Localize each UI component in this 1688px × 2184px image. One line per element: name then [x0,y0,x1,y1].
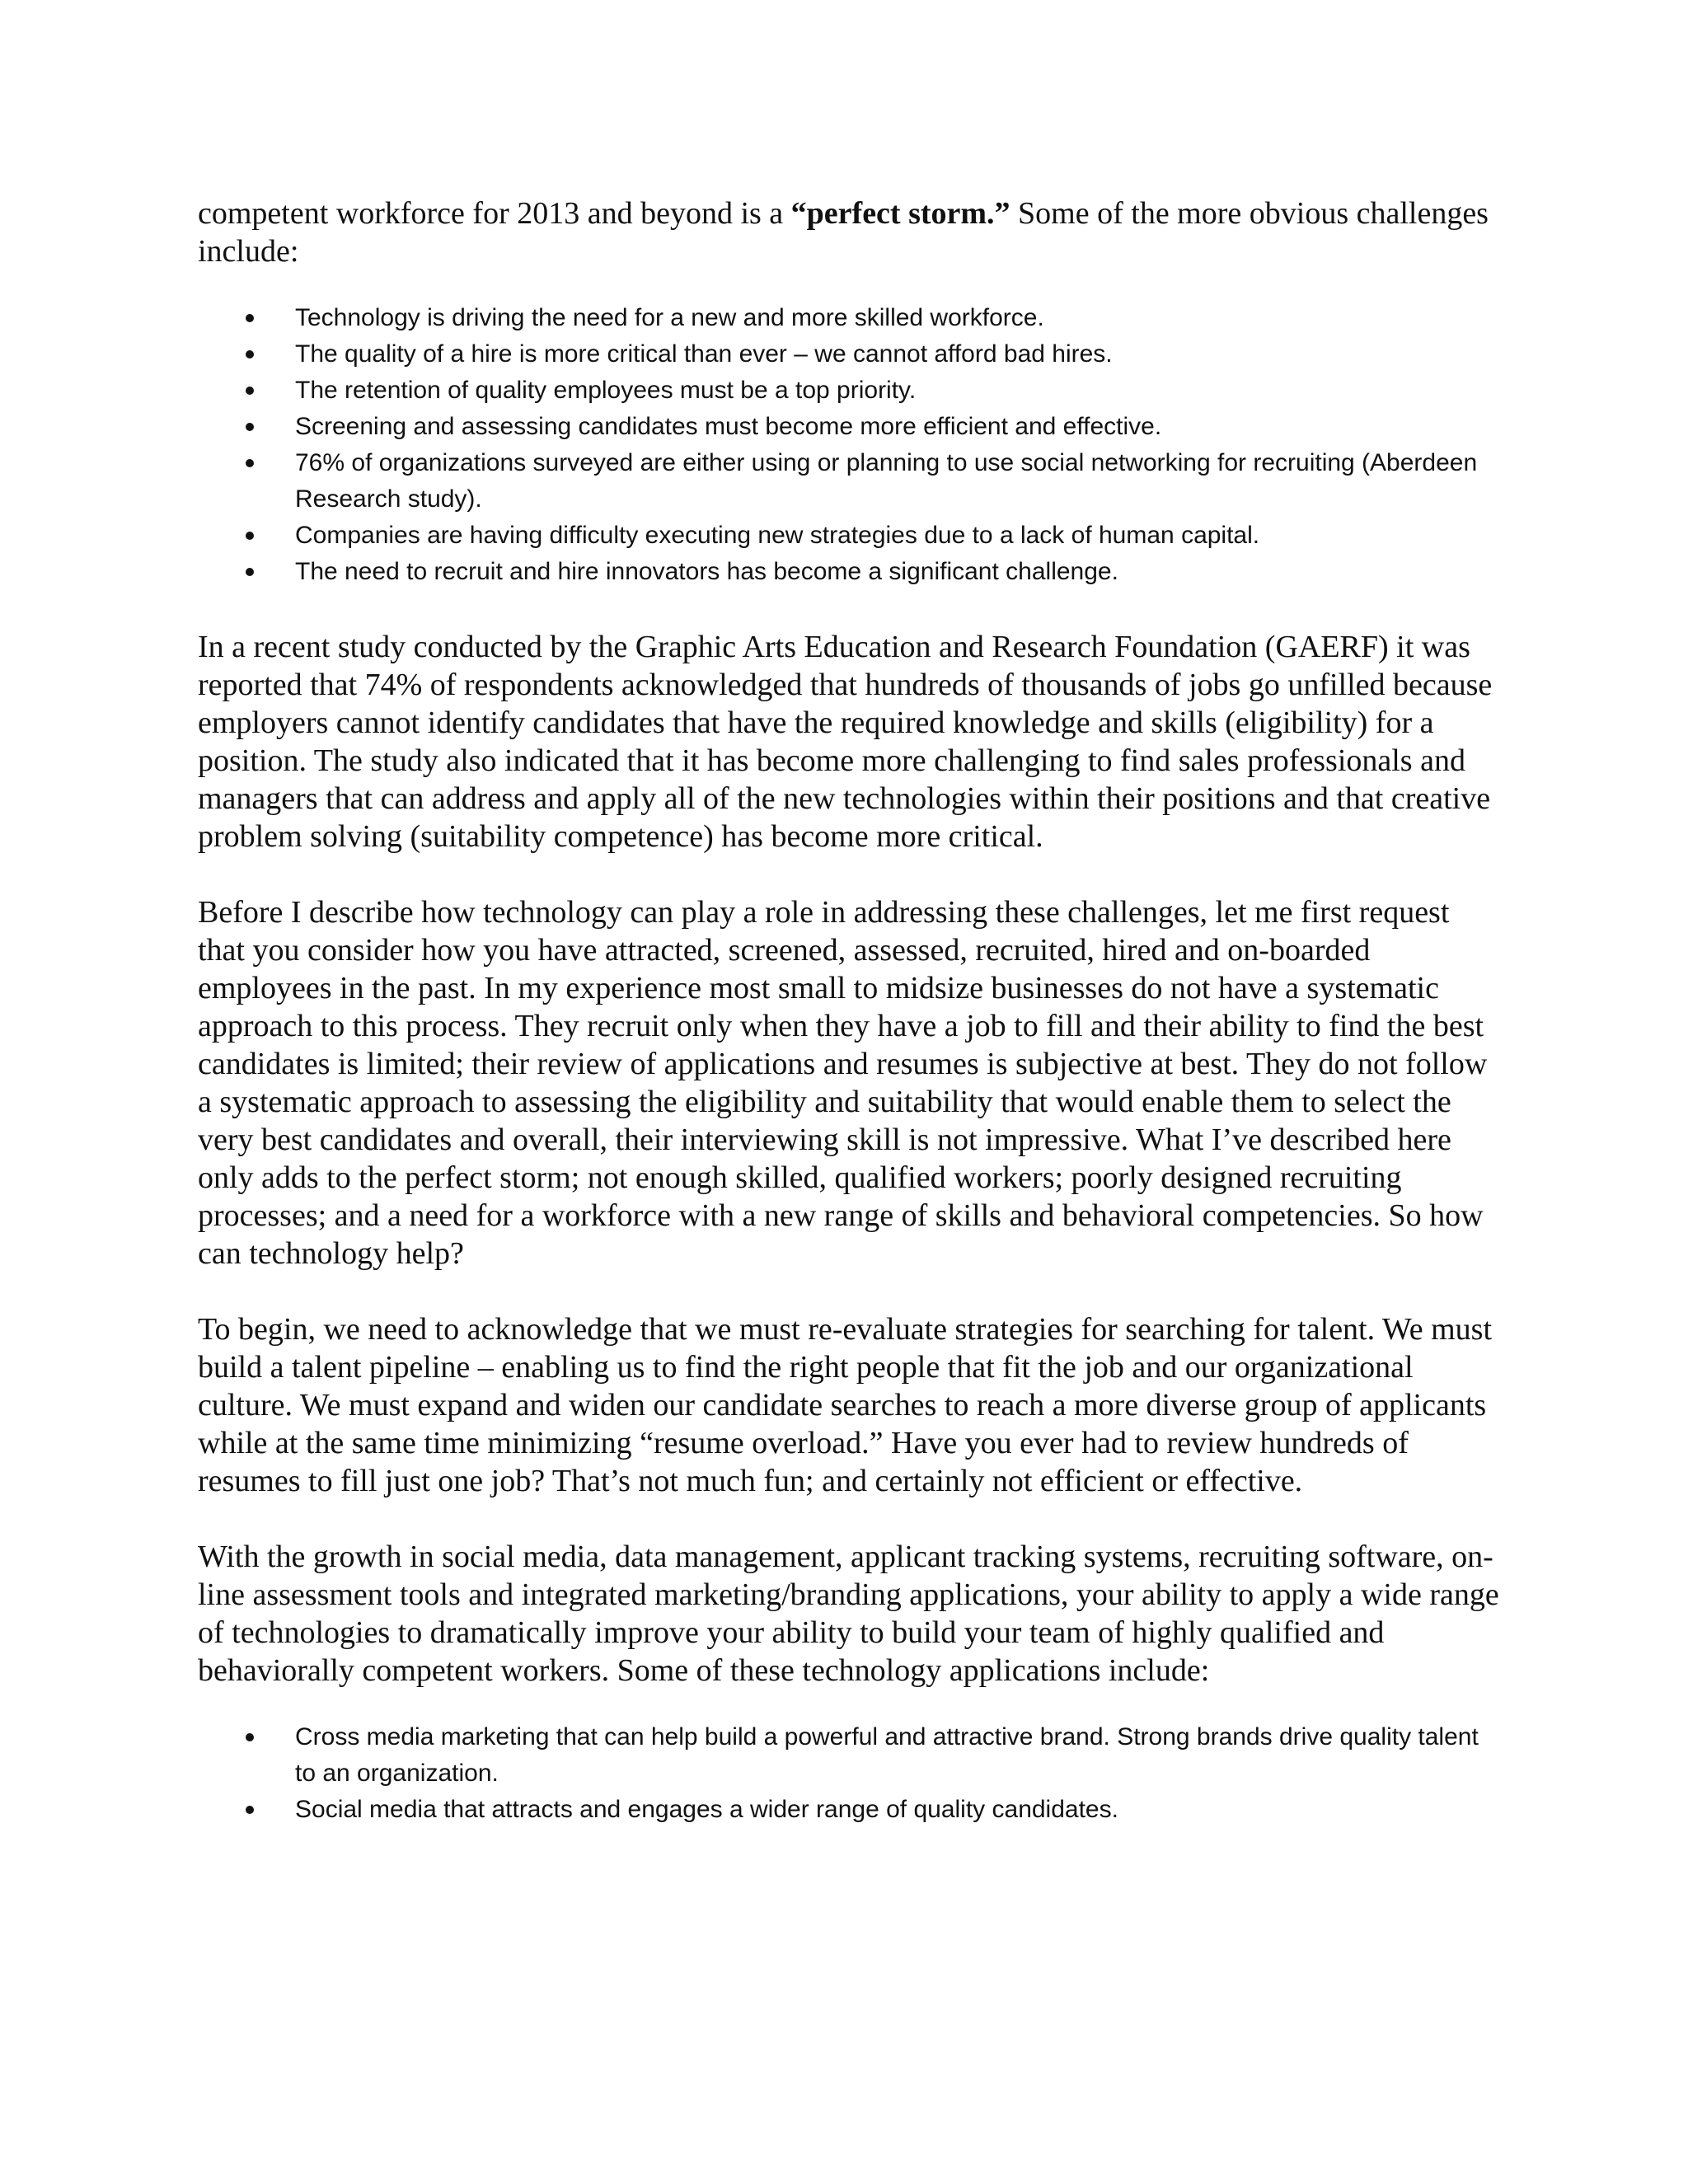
list-item [198,300,1500,336]
list-item-text: Screening and assessing candidates must become more efficient and effective. [295,413,1162,440]
bullet-icon [246,387,254,395]
list-item-text: 76% of organizations surveyed are either using or planning to use social networking for recruiting (Aberdeen Research study). [295,449,1478,513]
list-item [198,445,1500,518]
bullet-icon [246,532,254,540]
list-item [198,1792,1500,1828]
hiring-process-paragraph: Before I describe how technology can play a role in addressing these challenges, let me first request that you consider how you have attracted, screened, assessed, recruited, hired and on-boarded employees in the past. In my experience most small to midsize businesses do not have a systematic approach to this process. They recruit only when they have a job to fill and their ability to find the best candidates is limited; their review of applications and resumes is subjective at best. They do not follow a systematic approach to assessing the eligibility and suitability that would enable them to select the very best candidates and overall, their interviewing skill is not impressive. What I’ve described here only adds to the perfect storm; not enough skilled, qualified workers; poorly designed recruiting processes; and a need for a workforce with a new range of skills and behavioral competencies. So how can technology help? [198,895,1488,1271]
intro-paragraph [198,194,1500,270]
bullet-icon [246,568,254,576]
list-item-text: Technology is driving the need for a new and more skilled workforce. [295,304,1044,331]
technology-growth-paragraph: With the growth in social media, data management, applicant tracking systems, recruiting software, on-line assessment tools and integrated marketing/branding applications, your ability to apply a wide range of technologies to dramatically improve your ability to build your team of highly qualified and behaviorally competent workers. Some of these technology applications include: [198,1540,1499,1688]
intro-bold-phrase: “perfect storm.” [790,196,1010,231]
list-item-text: The need to recruit and hire innovators has become a significant challenge. [295,558,1118,585]
list-item-text: The quality of a hire is more critical than ever – we cannot afford bad hires. [295,340,1113,368]
intro-text-end: Some of the more obvious challenges include: [198,196,1489,269]
talent-pipeline-paragraph: To begin, we need to acknowledge that we must re-evaluate strategies for searching for talent. We must build a talent pipeline – enabling us to find the right people that fit the job and our organizational culture. We must expand and widen our candidate searches to reach a more diverse group of applicants while at the same time minimizing “resume overload.” Have you ever had to review hundreds of resumes to fill just one job? That’s not much fun; and certainly not efficient or effective. [198,1312,1493,1498]
list-item-text: Social media that attracts and engages a wider range of quality candidates. [295,1796,1118,1823]
document-page [198,194,1500,1866]
list-item [198,518,1500,554]
list-item [198,1719,1500,1792]
bullet-icon [246,1733,254,1741]
list-item-text: The retention of quality employees must be a top priority. [295,377,917,404]
bullet-icon [246,1806,254,1814]
bullet-icon [246,350,254,359]
list-item [198,373,1500,409]
bullet-icon [246,459,254,467]
bullet-icon [246,314,254,322]
list-item [198,336,1500,373]
list-item [198,554,1500,590]
applications-list [198,1719,1500,1828]
list-item [198,409,1500,445]
list-item-text: Cross media marketing that can help build a powerful and attractive brand. Strong brands drive quality talent to an organization. [295,1723,1479,1787]
list-item-text: Companies are having difficulty executing new strategies due to a lack of human capital. [295,522,1260,549]
bullet-icon [246,423,254,431]
gaerf-study-paragraph: In a recent study conducted by the Graphic Arts Education and Research Foundation (GAERF) it was reported that 74% of respondents acknowledged that hundreds of thousands of jobs go unfilled because employers cannot identify candidates that have the required knowledge and skills (eligibility) for a position. The study also indicated that it has become more challenging to find sales professionals and managers that can address and apply all of the new technologies within their positions and that creative problem solving (suitability competence) has become more critical. [198,630,1493,854]
intro-text-start: competent workforce for 2013 and beyond is a [198,196,791,231]
challenges-list [198,300,1500,590]
